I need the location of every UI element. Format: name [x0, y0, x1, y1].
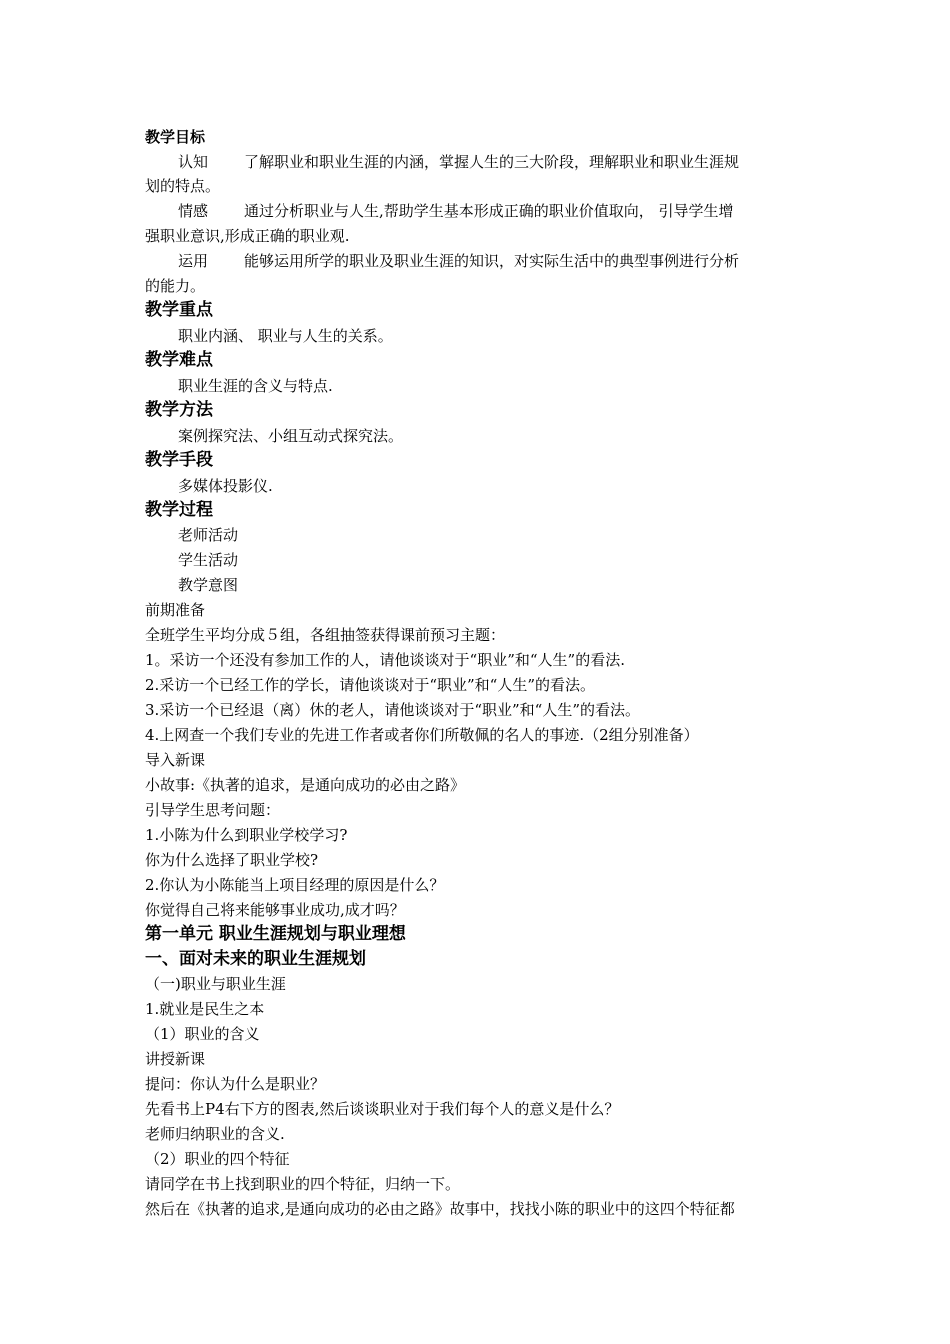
difficulties-text: 职业生涯的含义与特点.: [178, 377, 333, 395]
then-text: 然后在《执著的追求,是通向成功的必由之路》故事中，找找小陈的职业中的这四个特征都: [145, 1200, 735, 1218]
process-column-student: 学生活动: [178, 551, 239, 569]
methods-text: 案例探究法、小组互动式探究法。: [178, 427, 404, 445]
story-title: 小故事:《执著的追求，是通向成功的必由之路》: [145, 776, 466, 794]
look-text: 先看书上P4右下方的图表,然后谈谈职业对于我们每个人的意义是什么？: [145, 1100, 620, 1118]
find-text: 请同学在书上找到职业的四个特征，归纳一下。: [145, 1175, 461, 1193]
objective-term: 认知: [178, 153, 209, 171]
intro-title: 导入新课: [145, 751, 206, 769]
objective-text: 通过分析职业与人生,帮助学生基本形成正确的职业价值取向， 引导学生增: [244, 202, 734, 220]
objective-emotion-line1: [178, 201, 734, 221]
subsection-4: （2）职业的四个特征: [145, 1150, 290, 1168]
process-column-intent: 教学意图: [178, 576, 239, 594]
teach-title: 讲授新课: [145, 1050, 206, 1068]
unit-title: 第一单元 职业生涯规划与职业理想: [145, 924, 406, 944]
key-points-heading: 教学重点: [145, 300, 213, 320]
objective-term: 情感: [178, 202, 209, 220]
prep-item-1: 1。采访一个还没有参加工作的人，请他谈谈对于“职业”和“人生”的看法.: [145, 651, 625, 669]
question-1b: 你为什么选择了职业学校?: [145, 851, 319, 869]
methods-heading: 教学方法: [145, 400, 213, 420]
process-heading: 教学过程: [145, 500, 213, 520]
objectives-heading: 教学目标: [145, 128, 206, 146]
question-1: 1.小陈为什么到职业学校学习?: [145, 826, 348, 844]
objective-application-line1: [178, 251, 739, 271]
question-2b: 你觉得自己将来能够事业成功,成才吗？: [145, 901, 405, 919]
objective-text: 了解职业和职业生涯的内涵，掌握人生的三大阶段，理解职业和职业生涯规: [244, 153, 740, 171]
prep-title: 前期准备: [145, 601, 206, 619]
subsection-3: （1）职业的含义: [145, 1025, 260, 1043]
means-heading: 教学手段: [145, 450, 213, 470]
prep-item-2: 2.采访一个已经工作的学长，请他谈谈对于“职业”和“人生”的看法。: [145, 676, 595, 694]
guide-text: 引导学生思考问题：: [145, 801, 281, 819]
process-column-teacher: 老师活动: [178, 526, 239, 544]
prep-intro: 全班学生平均分成５组，各组抽签获得课前预习主题：: [145, 626, 506, 644]
prep-item-4: 4.上网查一个我们专业的先进工作者或者你们所敬佩的名人的事迹.（2组分别准备）: [145, 726, 699, 744]
objective-text: 能够运用所学的职业及职业生涯的知识，对实际生活中的典型事例进行分析: [244, 252, 740, 270]
subsection-1: （一)职业与职业生涯: [145, 975, 286, 993]
section-title: 一、面对未来的职业生涯规划: [145, 949, 366, 969]
summary-text: 老师归纳职业的含义.: [145, 1125, 285, 1143]
question-2: 2.你认为小陈能当上项目经理的原因是什么？: [145, 876, 445, 894]
objective-emotion-line2: 强职业意识,形成正确的职业观.: [145, 227, 350, 245]
subsection-2: 1.就业是民生之本: [145, 1000, 265, 1018]
objective-application-line2: 的能力。: [145, 277, 206, 295]
objective-cognition-line1: [178, 152, 739, 172]
difficulties-heading: 教学难点: [145, 350, 213, 370]
objective-cognition-line2: 划的特点。: [145, 177, 221, 195]
prep-item-3: 3.采访一个已经退（离）休的老人，请他谈谈对于“职业”和“人生”的看法。: [145, 701, 640, 719]
means-text: 多媒体投影仪.: [178, 477, 273, 495]
ask-text: 提问：你认为什么是职业？: [145, 1075, 326, 1093]
objective-term: 运用: [178, 252, 209, 270]
key-points-text: 职业内涵、 职业与人生的关系。: [178, 327, 393, 345]
